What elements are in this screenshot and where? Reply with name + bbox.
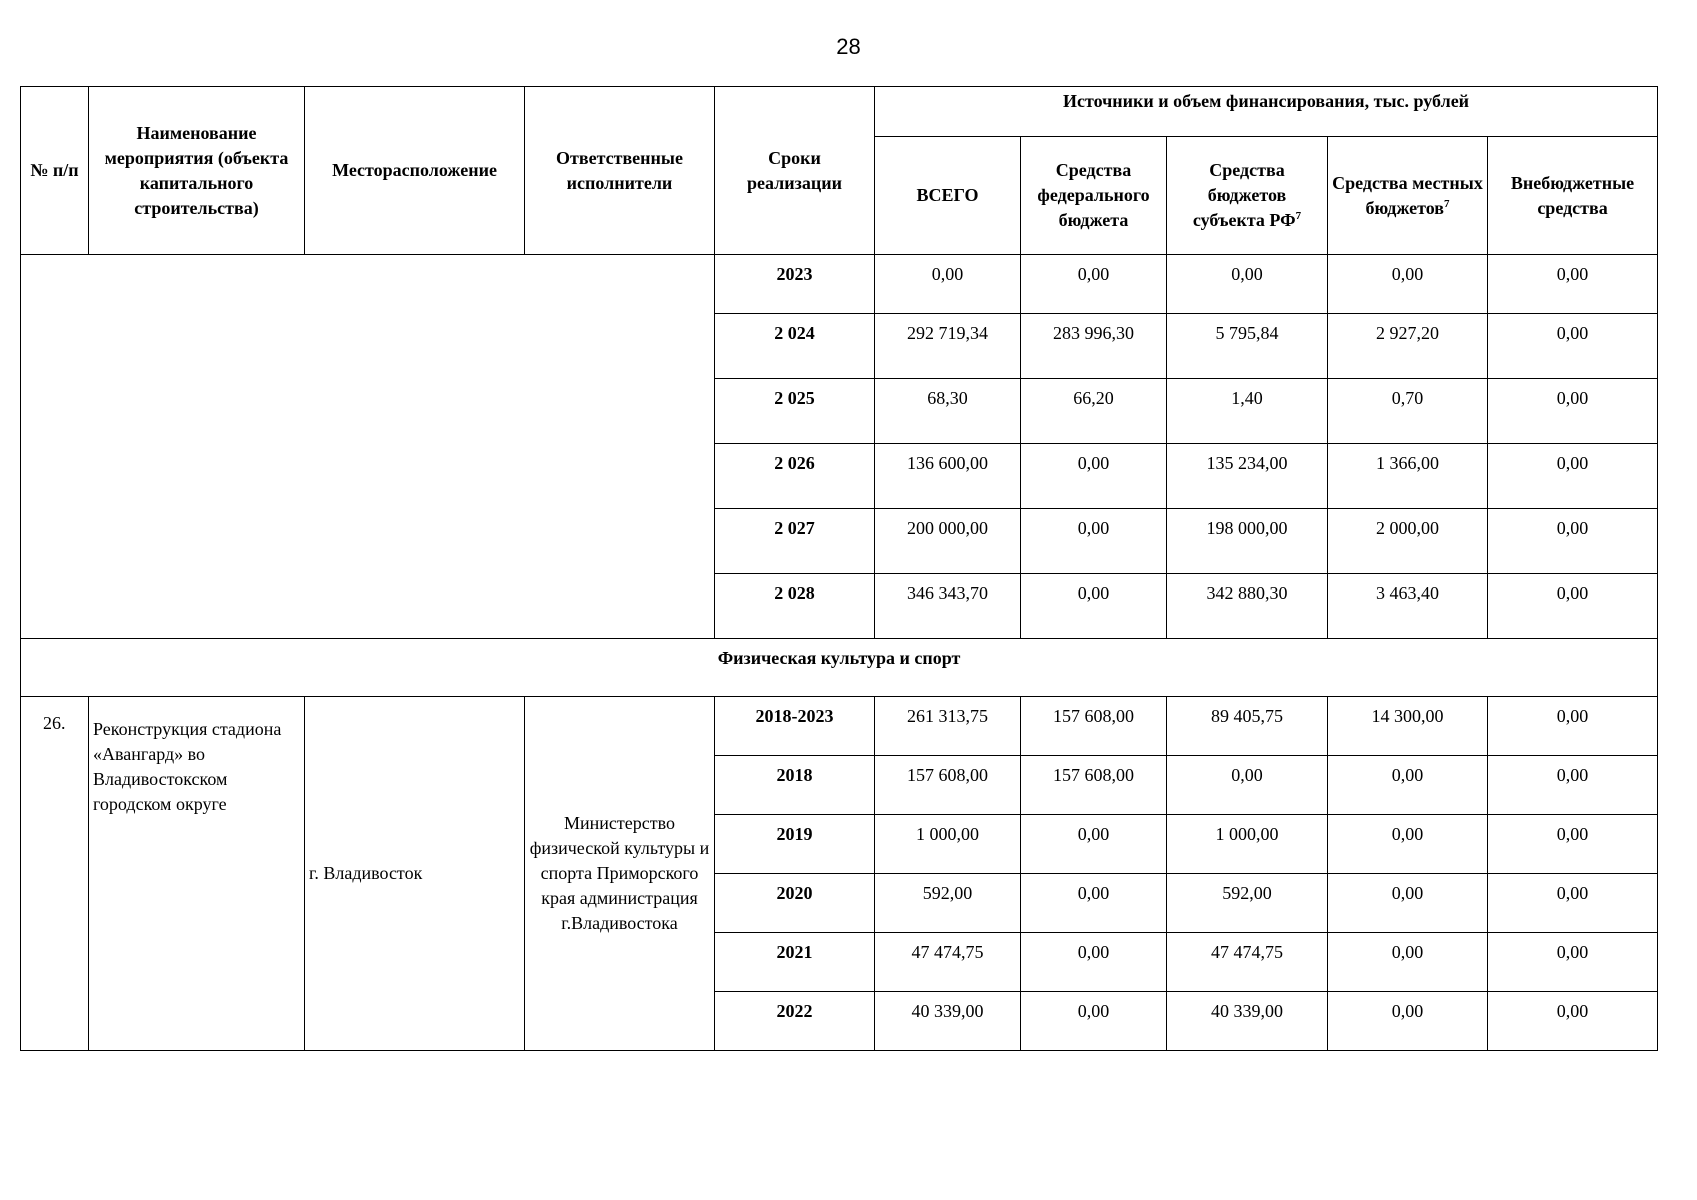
federal-cell: 0,00 bbox=[1021, 815, 1167, 874]
local-cell: 0,00 bbox=[1328, 933, 1488, 992]
local-cell: 0,00 bbox=[1328, 815, 1488, 874]
year-cell: 2 025 bbox=[715, 379, 875, 444]
regional-cell: 592,00 bbox=[1167, 874, 1328, 933]
header-regional-text: Средства бюджетов субъекта РФ bbox=[1192, 160, 1296, 230]
regional-cell: 135 234,00 bbox=[1167, 444, 1328, 509]
federal-cell: 0,00 bbox=[1021, 874, 1167, 933]
extra-cell: 0,00 bbox=[1488, 509, 1658, 574]
federal-cell: 0,00 bbox=[1021, 574, 1167, 639]
header-npp: № п/п bbox=[21, 87, 89, 255]
extra-cell: 0,00 bbox=[1488, 255, 1658, 314]
year-cell: 2019 bbox=[715, 815, 875, 874]
local-cell: 0,00 bbox=[1328, 874, 1488, 933]
regional-cell: 40 339,00 bbox=[1167, 992, 1328, 1051]
federal-cell: 0,00 bbox=[1021, 509, 1167, 574]
footnote-marker: 7 bbox=[1444, 197, 1450, 210]
local-cell: 0,00 bbox=[1328, 255, 1488, 314]
item-number: 26. bbox=[21, 697, 89, 1051]
total-cell: 40 339,00 bbox=[875, 992, 1021, 1051]
table-row bbox=[21, 697, 1658, 756]
year-cell: 2023 bbox=[715, 255, 875, 314]
regional-cell: 1,40 bbox=[1167, 379, 1328, 444]
total-cell: 292 719,34 bbox=[875, 314, 1021, 379]
header-local-text: Средства местных бюджетов bbox=[1332, 172, 1483, 218]
total-cell: 592,00 bbox=[875, 874, 1021, 933]
header-total: ВСЕГО bbox=[875, 137, 1021, 255]
extra-cell: 0,00 bbox=[1488, 697, 1658, 756]
year-cell: 2 024 bbox=[715, 314, 875, 379]
total-cell: 200 000,00 bbox=[875, 509, 1021, 574]
regional-cell: 198 000,00 bbox=[1167, 509, 1328, 574]
regional-cell: 5 795,84 bbox=[1167, 314, 1328, 379]
continued-blank-cell bbox=[21, 255, 715, 639]
year-cell: 2 028 bbox=[715, 574, 875, 639]
total-cell: 157 608,00 bbox=[875, 756, 1021, 815]
federal-cell: 0,00 bbox=[1021, 933, 1167, 992]
regional-cell: 0,00 bbox=[1167, 255, 1328, 314]
year-cell: 2020 bbox=[715, 874, 875, 933]
local-cell: 0,00 bbox=[1328, 992, 1488, 1051]
header-extra: Внебюджетные средства bbox=[1488, 137, 1658, 255]
year-cell: 2 026 bbox=[715, 444, 875, 509]
header-regional bbox=[1167, 137, 1328, 255]
extra-cell: 0,00 bbox=[1488, 574, 1658, 639]
header-name: Наименование мероприятия (объекта капитального строительства) bbox=[89, 87, 305, 255]
federal-cell: 157 608,00 bbox=[1021, 697, 1167, 756]
section-title: Физическая культура и спорт bbox=[21, 639, 1658, 697]
header-responsible: Ответственные исполнители bbox=[525, 87, 715, 255]
header-local bbox=[1328, 137, 1488, 255]
local-cell: 3 463,40 bbox=[1328, 574, 1488, 639]
federal-cell: 157 608,00 bbox=[1021, 756, 1167, 815]
local-cell: 2 927,20 bbox=[1328, 314, 1488, 379]
total-cell: 0,00 bbox=[875, 255, 1021, 314]
year-cell: 2021 bbox=[715, 933, 875, 992]
item-name: Реконструкция стадиона «Авангард» во Владивостокском городском округе bbox=[89, 697, 305, 1051]
item-location: г. Владивосток bbox=[305, 697, 525, 1051]
footnote-marker: 7 bbox=[1295, 210, 1302, 222]
extra-cell: 0,00 bbox=[1488, 874, 1658, 933]
total-cell: 346 343,70 bbox=[875, 574, 1021, 639]
total-cell: 47 474,75 bbox=[875, 933, 1021, 992]
local-cell: 1 366,00 bbox=[1328, 444, 1488, 509]
regional-cell: 342 880,30 bbox=[1167, 574, 1328, 639]
extra-cell: 0,00 bbox=[1488, 314, 1658, 379]
local-cell: 14 300,00 bbox=[1328, 697, 1488, 756]
header-federal: Средства федерального бюджета bbox=[1021, 137, 1167, 255]
header-sources: Источники и объем финансирования, тыс. рублей bbox=[875, 87, 1658, 137]
regional-cell: 47 474,75 bbox=[1167, 933, 1328, 992]
header-row-1 bbox=[21, 87, 1658, 137]
total-cell: 261 313,75 bbox=[875, 697, 1021, 756]
federal-cell: 0,00 bbox=[1021, 992, 1167, 1051]
regional-cell: 89 405,75 bbox=[1167, 697, 1328, 756]
table-row bbox=[21, 255, 1658, 314]
regional-cell: 0,00 bbox=[1167, 756, 1328, 815]
year-cell: 2018 bbox=[715, 756, 875, 815]
header-period: Сроки реализации bbox=[715, 87, 875, 255]
extra-cell: 0,00 bbox=[1488, 756, 1658, 815]
extra-cell: 0,00 bbox=[1488, 992, 1658, 1051]
item-responsible: Министерство физической культуры и спорта Приморского края администрация г.Владивостока bbox=[525, 697, 715, 1051]
local-cell: 0,70 bbox=[1328, 379, 1488, 444]
extra-cell: 0,00 bbox=[1488, 815, 1658, 874]
page-number: 28 bbox=[836, 34, 861, 59]
regional-cell: 1 000,00 bbox=[1167, 815, 1328, 874]
local-cell: 2 000,00 bbox=[1328, 509, 1488, 574]
year-cell: 2 027 bbox=[715, 509, 875, 574]
financing-table bbox=[20, 86, 1658, 1051]
total-cell: 1 000,00 bbox=[875, 815, 1021, 874]
year-cell: 2018-2023 bbox=[715, 697, 875, 756]
federal-cell: 66,20 bbox=[1021, 379, 1167, 444]
total-cell: 136 600,00 bbox=[875, 444, 1021, 509]
section-row bbox=[21, 639, 1658, 697]
total-cell: 68,30 bbox=[875, 379, 1021, 444]
federal-cell: 283 996,30 bbox=[1021, 314, 1167, 379]
federal-cell: 0,00 bbox=[1021, 444, 1167, 509]
local-cell: 0,00 bbox=[1328, 756, 1488, 815]
federal-cell: 0,00 bbox=[1021, 255, 1167, 314]
year-cell: 2022 bbox=[715, 992, 875, 1051]
extra-cell: 0,00 bbox=[1488, 379, 1658, 444]
extra-cell: 0,00 bbox=[1488, 444, 1658, 509]
header-location: Месторасположение bbox=[305, 87, 525, 255]
extra-cell: 0,00 bbox=[1488, 933, 1658, 992]
